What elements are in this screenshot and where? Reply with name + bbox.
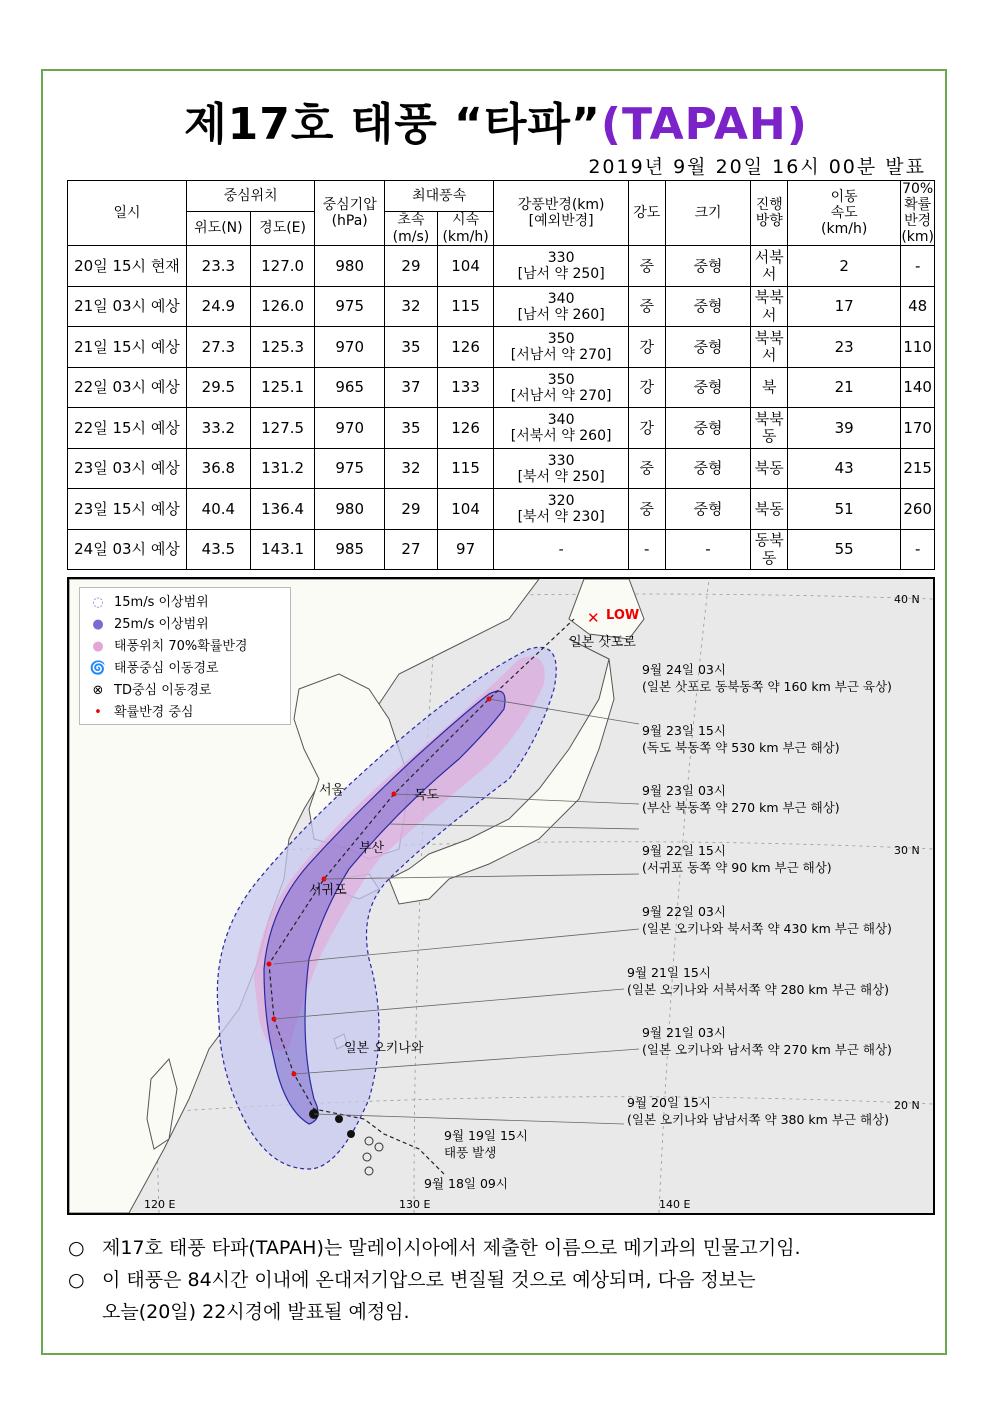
cell-lat: 24.9 xyxy=(186,286,250,327)
cell-intensity: 강 xyxy=(629,367,666,408)
forecast-table xyxy=(67,180,935,570)
header-lon: 경도(E) xyxy=(250,211,315,246)
map-legend: ◌ 15m/s 이상범위 ● 25m/s 이상범위 ● 태풍위치 70%확률반경 🌀 태풍중심 이동경로 ⊗ TD중심 이동경로 • 확률반경 중심 xyxy=(79,587,291,725)
header-prob-radius: 70% 확률 반경(km) xyxy=(901,181,935,246)
cell-ms: 29 xyxy=(385,489,438,530)
tick-20n: 20 N xyxy=(894,1099,920,1112)
cell-time: 22일 03시 예상 xyxy=(68,367,187,408)
cell-kmh: 104 xyxy=(437,246,493,287)
cell-lon: 136.4 xyxy=(250,489,315,530)
cell-radius: - xyxy=(494,529,629,570)
annotation-0922-03: 9월 22일 03시 (일본 오키나와 북서쪽 약 430 km 부근 해상) xyxy=(642,904,892,936)
cell-lon: 127.0 xyxy=(250,246,315,287)
table-row xyxy=(68,246,935,287)
header-time: 일시 xyxy=(68,181,187,246)
cell-prob: 215 xyxy=(901,448,935,489)
cell-direction: 북 xyxy=(751,367,788,408)
cell-kmh: 126 xyxy=(437,408,493,449)
notes xyxy=(68,1232,938,1328)
annotation-0923-03: 9월 23일 03시 (부산 북동쪽 약 270 km 부근 해상) xyxy=(642,783,840,815)
svg-text:✕: ✕ xyxy=(587,609,600,627)
cell-speed: 23 xyxy=(787,327,900,368)
busan-label: 부산 xyxy=(359,841,385,856)
cell-size: 중형 xyxy=(665,286,751,327)
cell-time: 21일 15시 예상 xyxy=(68,327,187,368)
cell-pressure: 975 xyxy=(315,448,385,489)
cell-prob: - xyxy=(901,246,935,287)
tick-140e: 140 E xyxy=(659,1198,691,1211)
cell-intensity: 중 xyxy=(629,489,666,530)
tick-130e: 130 E xyxy=(399,1198,431,1211)
cell-direction: 동북동 xyxy=(751,529,788,570)
cell-ms: 29 xyxy=(385,246,438,287)
sapporo-label: 일본 삿포로 xyxy=(569,635,636,650)
cell-size: 중형 xyxy=(665,246,751,287)
cell-intensity: 중 xyxy=(629,286,666,327)
cell-kmh: 104 xyxy=(437,489,493,530)
table-row xyxy=(68,408,935,449)
cell-kmh: 115 xyxy=(437,286,493,327)
header-direction: 진행 방향 xyxy=(751,181,788,246)
cell-ms: 37 xyxy=(385,367,438,408)
cell-pressure: 980 xyxy=(315,246,385,287)
cell-time: 23일 03시 예상 xyxy=(68,448,187,489)
cell-kmh: 115 xyxy=(437,448,493,489)
track-map xyxy=(67,577,935,1215)
cell-direction: 북동 xyxy=(751,448,788,489)
cell-size: 중형 xyxy=(665,327,751,368)
cell-lat: 40.4 xyxy=(186,489,250,530)
seoul-label: 서울 xyxy=(319,783,345,798)
cell-time: 22일 15시 예상 xyxy=(68,408,187,449)
cell-speed: 17 xyxy=(787,286,900,327)
cell-speed: 55 xyxy=(787,529,900,570)
cell-radius: 350 [서남서 약 270] xyxy=(494,367,629,408)
cell-lat: 36.8 xyxy=(186,448,250,489)
annotation-0922-15: 9월 22일 15시 (서귀포 동쪽 약 90 km 부근 해상) xyxy=(642,843,832,875)
cell-prob: - xyxy=(901,529,935,570)
cell-ms: 35 xyxy=(385,408,438,449)
cell-prob: 260 xyxy=(901,489,935,530)
cell-size: 중형 xyxy=(665,448,751,489)
cell-ms: 32 xyxy=(385,448,438,489)
cell-kmh: 97 xyxy=(437,529,493,570)
cell-radius: 340 [서북서 약 260] xyxy=(494,408,629,449)
cell-radius: 330 [남서 약 250] xyxy=(494,246,629,287)
title-korean: 제17호 태풍 “타파” xyxy=(184,99,601,150)
cell-lon: 125.3 xyxy=(250,327,315,368)
header-pressure: 중심기압 (hPa) xyxy=(315,181,385,246)
cell-pressure: 980 xyxy=(315,489,385,530)
table-row xyxy=(68,327,935,368)
header-wind: 최대풍속 xyxy=(385,181,494,212)
header-ms: 초속 (m/s) xyxy=(385,211,438,246)
annotation-0923-15: 9월 23일 15시 (독도 북동쪽 약 530 km 부근 해상) xyxy=(642,723,840,755)
cell-speed: 21 xyxy=(787,367,900,408)
annotation-0920-15: 9월 20일 15시 (일본 오키나와 남남서쪽 약 380 km 부근 해상) xyxy=(627,1095,889,1127)
cell-lon: 131.2 xyxy=(250,448,315,489)
cell-time: 20일 15시 현재 xyxy=(68,246,187,287)
td-start-label: 9월 18일 09시 xyxy=(424,1176,508,1191)
tick-120e: 120 E xyxy=(144,1198,176,1211)
cell-direction: 북북동 xyxy=(751,408,788,449)
cell-direction: 서북서 xyxy=(751,246,788,287)
cell-lat: 27.3 xyxy=(186,327,250,368)
annotation-0921-03: 9월 21일 03시 (일본 오키나와 남서쪽 약 270 km 부근 해상) xyxy=(642,1025,892,1057)
annotation-0921-15: 9월 21일 15시 (일본 오키나와 서북서쪽 약 280 km 부근 해상) xyxy=(627,965,889,997)
note-2-cont: 오늘(20일) 22시경에 발표될 예정임. xyxy=(102,1301,410,1323)
note-2: ○ 이 태풍은 84시간 이내에 온대저기압으로 변질될 것으로 예상되며, 다음 정보는 xyxy=(68,1269,756,1291)
cell-lon: 127.5 xyxy=(250,408,315,449)
cell-lon: 143.1 xyxy=(250,529,315,570)
table-row xyxy=(68,367,935,408)
cell-ms: 27 xyxy=(385,529,438,570)
cell-prob: 48 xyxy=(901,286,935,327)
cell-prob: 170 xyxy=(901,408,935,449)
seogwipo-label: 서귀포 xyxy=(309,883,347,898)
cell-lat: 43.5 xyxy=(186,529,250,570)
cell-intensity: 강 xyxy=(629,408,666,449)
header-radius: 강풍반경(km) [예외반경] xyxy=(494,181,629,246)
cell-radius: 350 [서남서 약 270] xyxy=(494,327,629,368)
cell-lat: 33.2 xyxy=(186,408,250,449)
issued-datetime: 2019년 9월 20일 16시 00분 발표 xyxy=(588,156,926,178)
title-english: (TAPAH) xyxy=(600,99,808,150)
header-intensity: 강도 xyxy=(629,181,666,246)
annotation-0924-03: 9월 24일 03시 (일본 삿포로 동북동쪽 약 160 km 부근 육상) xyxy=(642,662,892,694)
genesis-label: 9월 19일 15시 태풍 발생 xyxy=(444,1128,528,1160)
cell-prob: 110 xyxy=(901,327,935,368)
cell-size: 중형 xyxy=(665,367,751,408)
cell-lon: 125.1 xyxy=(250,367,315,408)
cell-speed: 2 xyxy=(787,246,900,287)
cell-speed: 43 xyxy=(787,448,900,489)
cell-intensity: 강 xyxy=(629,327,666,368)
cell-radius: 340 [남서 약 260] xyxy=(494,286,629,327)
tick-30n: 30 N xyxy=(894,844,920,857)
okinawa-label: 일본 오키나와 xyxy=(344,1041,424,1056)
cell-prob: 140 xyxy=(901,367,935,408)
cell-direction: 북북서 xyxy=(751,286,788,327)
cell-lat: 29.5 xyxy=(186,367,250,408)
page-title xyxy=(0,88,992,152)
cell-intensity: 중 xyxy=(629,246,666,287)
cell-pressure: 965 xyxy=(315,367,385,408)
note-1: ○ 제17호 태풍 타파(TAPAH)는 말레이시아에서 제출한 이름으로 메기과의 민물고기임. xyxy=(68,1237,801,1259)
cell-ms: 32 xyxy=(385,286,438,327)
table-row xyxy=(68,489,935,530)
tick-40n: 40 N xyxy=(894,593,920,606)
cell-time: 24일 03시 예상 xyxy=(68,529,187,570)
cell-pressure: 970 xyxy=(315,408,385,449)
table-row xyxy=(68,529,935,570)
cell-speed: 51 xyxy=(787,489,900,530)
cell-speed: 39 xyxy=(787,408,900,449)
cell-time: 21일 03시 예상 xyxy=(68,286,187,327)
header-size: 크기 xyxy=(665,181,751,246)
cell-lat: 23.3 xyxy=(186,246,250,287)
cell-kmh: 133 xyxy=(437,367,493,408)
cell-direction: 북동 xyxy=(751,489,788,530)
cell-size: 중형 xyxy=(665,408,751,449)
header-speed: 이동 속도 (km/h) xyxy=(787,181,900,246)
cell-time: 23일 15시 예상 xyxy=(68,489,187,530)
cell-kmh: 126 xyxy=(437,327,493,368)
header-lat: 위도(N) xyxy=(186,211,250,246)
cell-direction: 북북서 xyxy=(751,327,788,368)
cell-ms: 35 xyxy=(385,327,438,368)
cell-size: - xyxy=(665,529,751,570)
cell-lon: 126.0 xyxy=(250,286,315,327)
cell-intensity: - xyxy=(629,529,666,570)
dokdo-label: 독도 xyxy=(414,788,440,803)
cell-pressure: 985 xyxy=(315,529,385,570)
cell-size: 중형 xyxy=(665,489,751,530)
low-label: LOW xyxy=(606,608,640,623)
table-row xyxy=(68,448,935,489)
cell-pressure: 970 xyxy=(315,327,385,368)
low-marker xyxy=(587,609,600,627)
table-row xyxy=(68,286,935,327)
cell-pressure: 975 xyxy=(315,286,385,327)
header-center: 중심위치 xyxy=(186,181,314,212)
header-kmh: 시속 (km/h) xyxy=(437,211,493,246)
cell-radius: 330 [북서 약 250] xyxy=(494,448,629,489)
cell-intensity: 중 xyxy=(629,448,666,489)
cell-radius: 320 [북서 약 230] xyxy=(494,489,629,530)
